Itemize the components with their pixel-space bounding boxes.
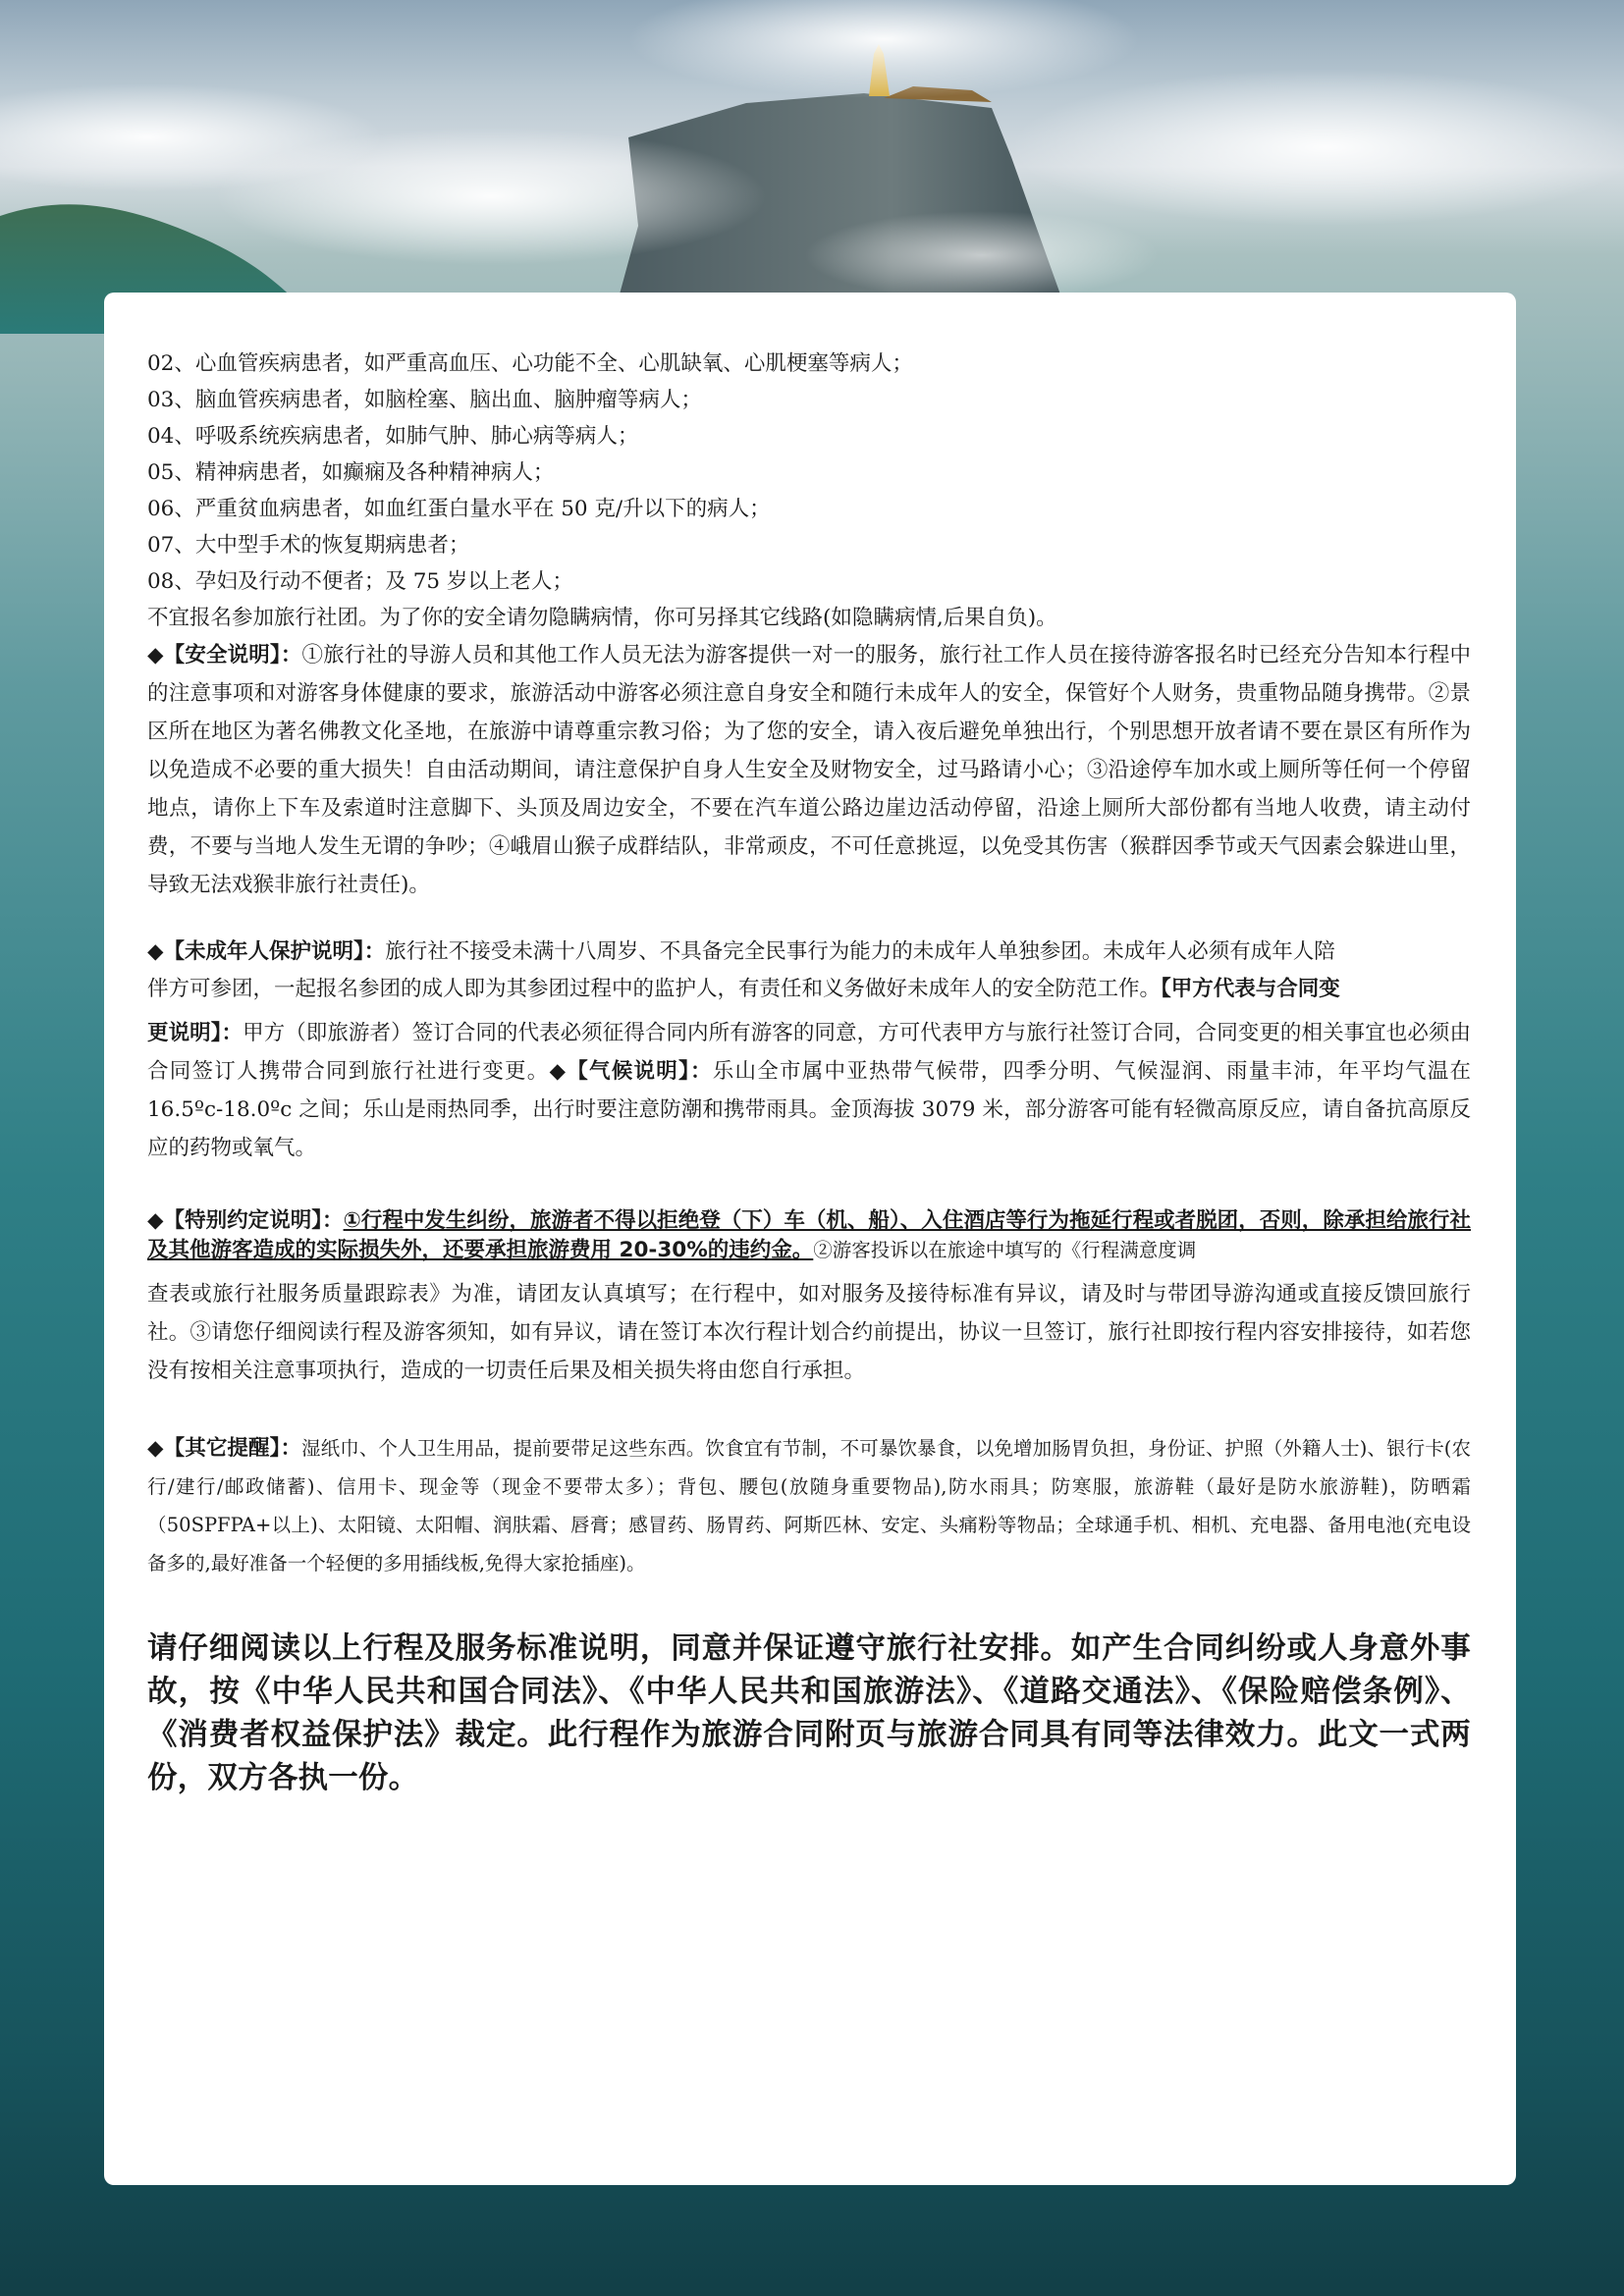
special-body-1: ②游客投诉以在旅途中填写的《行程满意度调 (813, 1239, 1197, 1261)
content-panel (104, 293, 1516, 2185)
special-section (147, 1206, 1471, 1265)
minor-heading: ◆【未成年人保护说明】： (147, 939, 386, 964)
contract-heading-2: 更说明】： (147, 1021, 244, 1045)
health-list (147, 346, 1471, 636)
special-heading: ◆【特别约定说明】： (147, 1208, 344, 1233)
special-body-2: 查表或旅行社服务质量跟踪表》为准，请团友认真填写；在行程中，如对服务及接待标准有异议，请及时与带团导游沟通或直接反馈回旅行社。③请您仔细阅读行程及游客须知，如有异议，请在签订本次行程计划合约前提出，协议一旦签订，旅行社即按行程内容安排接待，如若您没有按相关注意事项执行，造成的一切责任后果及相关损失将由您自行承担。 (147, 1282, 1471, 1383)
special-section-cont (147, 1275, 1471, 1390)
other-body: 湿纸巾、个人卫生用品，提前要带足这些东西。饮食宜有节制，不可暴饮暴食，以免增加肠胃负担，身份证、护照（外籍人士)、银行卡(农行/建行/邮政储蓄)、信用卡、现金等（现金不要带太多）；背包、腰包(放随身重要物品),防水雨具；防寒服，旅游鞋（最好是防水旅游鞋)，防晒霜（50SPFPA+以上)、太阳镜、太阳帽、润肤霜、唇膏；感冒药、肠胃药、阿斯匹林、安定、头痛粉等物品；全球通手机、相机、充电器、备用电池(充电设备多的,最好准备一个轻便的多用插线板,免得大家抢插座)。 (147, 1437, 1471, 1575)
other-section (147, 1429, 1471, 1582)
final-notice: 请仔细阅读以上行程及服务标准说明，同意并保证遵守旅行社安排。如产生合同纠纷或人身意外事故，按《中华人民共和国合同法》、《中华人民共和国旅游法》、《道路交通法》、《保险赔偿条例》、《消费者权益保护法》裁定。此行程作为旅游合同附页与旅游合同具有同等法律效力。此文一式两份，双方各执一份。 (147, 1631, 1471, 1795)
mountain-scenery (0, 0, 1624, 334)
safety-body: ①旅行社的导游人员和其他工作人员无法为游客提供一对一的服务，旅行社工作人员在接待游客报名时已经充分告知本行程中的注意事项和对游客身体健康的要求，旅游活动中游客必须注意自身安全和随行未成年人的安全，保管好个人财务，贵重物品随身携带。②景区所在地区为著名佛教文化圣地，在旅游中请尊重宗教习俗；为了您的安全，请入夜后避免单独出行，个别思想开放者请不要在景区有所作为以免造成不必要的重大损失！自由活动期间，请注意保护自身人生安全及财物安全，过马路请小心；③沿途停车加水或上厕所等任何一个停留地点，请你上下车及索道时注意脚下、头顶及周边安全，不要在汽车道公路边崖边活动停留，沿途上厕所大部份都有当地人收费，请主动付费，不要与当地人发生无谓的争吵；④峨眉山猴子成群结队，非常顽皮，不可任意挑逗，以免受其伤害（猴群因季节或天气因素会躲进山里，导致无法戏猴非旅行社责任)。 (147, 643, 1471, 897)
list-item: 06、严重贫血病患者，如血红蛋白量水平在 50 克/升以下的病人； (147, 497, 771, 521)
contract-body: 甲方（即旅游者）签订合同的代表必须征得合同内所有游客的同意，方可代表甲方与旅行社签订合同，合同变更的相关事宜也必须由合同签订人携带合同到旅行社进行变更。 (147, 1021, 1471, 1084)
safety-heading: ◆【安全说明】： (147, 643, 302, 667)
climate-body: 乐山全市属中亚热带气候带，四季分明、气候湿润、雨量丰沛，年平均气温在 16.5ºc-18.0ºc 之间；乐山是雨热同季，出行时要注意防潮和携带雨具。金顶海拔 3079 米，部分游客可能有轻微高原反应，请自备抗高原反应的药物或氧气。 (147, 1059, 1471, 1160)
minor-body-1: 旅行社不接受未满十八周岁、不具备完全民事行为能力的未成年人单独参团。未成年人必须有成年人陪 (385, 939, 1335, 964)
safety-section (147, 636, 1471, 904)
health-note: 不宜报名参加旅行社团。为了你的安全请勿隐瞒病情，你可另择其它线路(如隐瞒病情,后果自负)。 (147, 606, 1057, 630)
list-item: 03、脑血管疾病患者，如脑栓塞、脑出血、脑肿瘤等病人； (147, 388, 702, 412)
contract-section (147, 1014, 1471, 1167)
list-item: 05、精神病患者，如癫痫及各种精神病人； (147, 460, 555, 485)
minor-body-2: 伴方可参团，一起报名参团的成人即为其参团过程中的监护人，有责任和义务做好未成年人的安全防范工作。 (147, 977, 1162, 1001)
list-item: 02、心血管疾病患者，如严重高血压、心功能不全、心肌缺氧、心肌梗塞等病人； (147, 351, 913, 376)
list-item: 04、呼吸系统疾病患者，如肺气肿、肺心病等病人； (147, 424, 639, 449)
minor-section-cont (147, 975, 1471, 1004)
list-item: 08、孕妇及行动不便者；及 75 岁以上老人； (147, 569, 573, 594)
climate-heading: ◆【气候说明】： (549, 1059, 713, 1084)
list-item: 07、大中型手术的恢复期病患者； (147, 533, 470, 558)
contract-heading-1: 【甲方代表与合同变 (1161, 977, 1340, 1001)
minor-section (147, 937, 1471, 967)
special-bold-clause: ①行程中发生纠纷，旅游者不得以拒绝登（下）车（机、船）、入住酒店等行为拖延行程或者脱团，否则，除承担给旅行社及其他游客造成的实际损失外，还要承担旅游费用 20-30%的违约金。 (147, 1208, 1471, 1262)
other-heading: ◆【其它提醒】： (147, 1436, 302, 1461)
